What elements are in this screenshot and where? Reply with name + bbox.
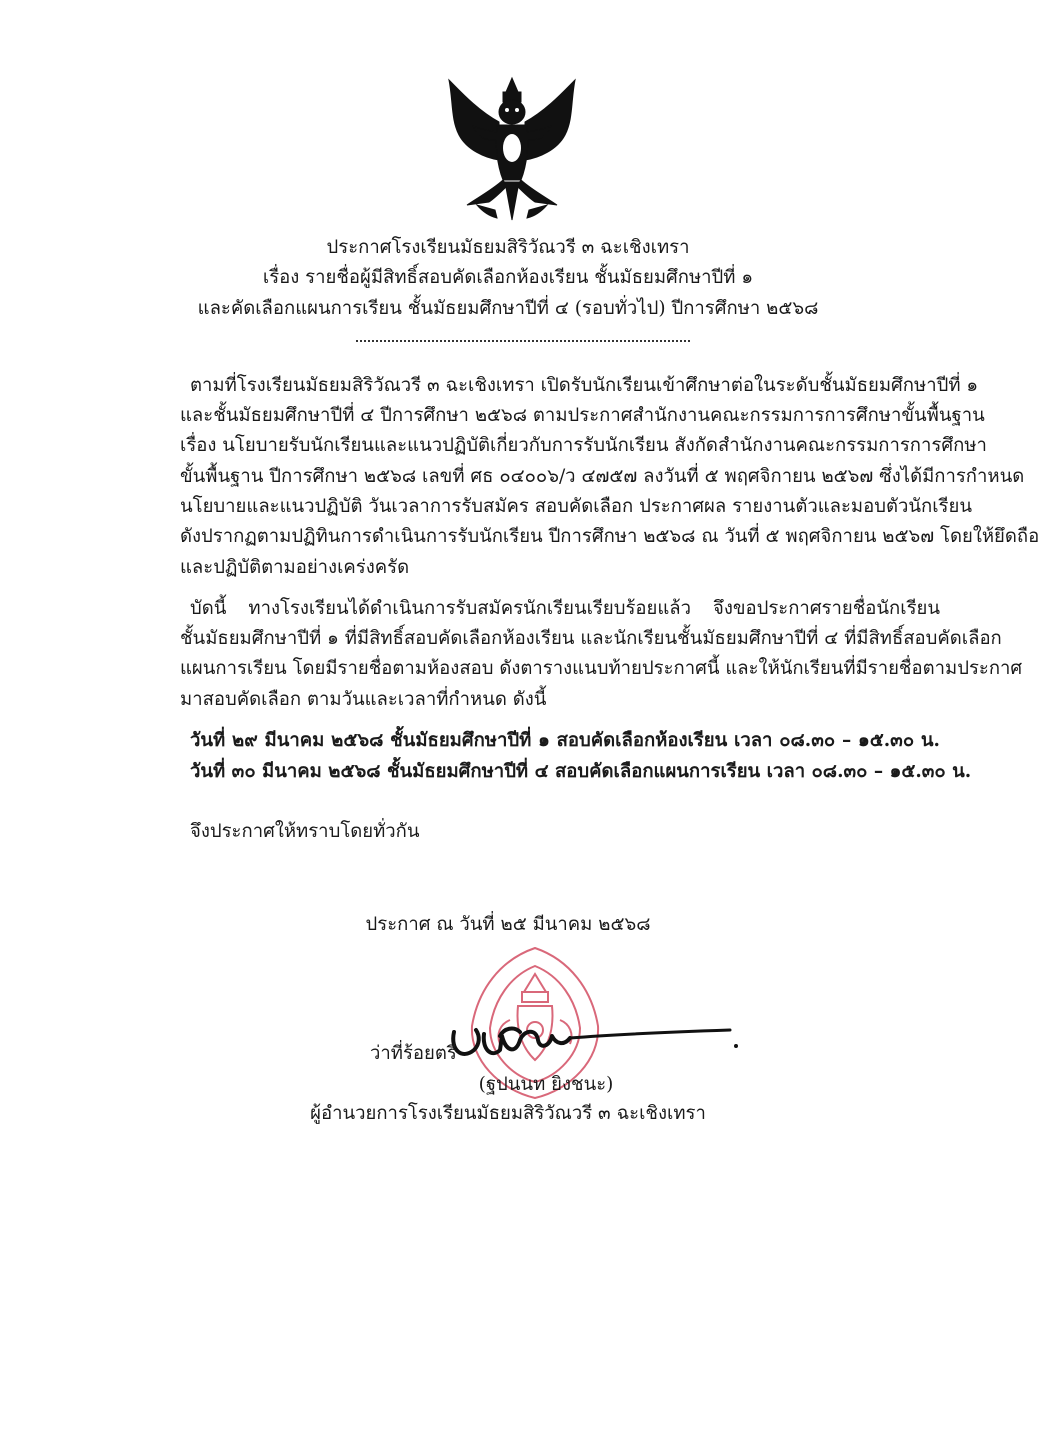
paragraph-1-line: และชั้นมัธยมศึกษาปีที่ ๔ ปีการศึกษา ๒๕๖๘ ตามประกาศสำนักงานคณะกรรมการการศึกษาขั้นพื้นฐาน: [180, 405, 985, 426]
announcement-title: ประกาศโรงเรียนมัธยมสิริวัณวรี ๓ ฉะเชิงเทรา: [326, 237, 690, 258]
announcement-subject-line-1: เรื่อง รายชื่อผู้มีสิทธิ์สอบคัดเลือกห้องเรียน ชั้นมัธยมศึกษาปีที่ ๑: [262, 267, 754, 288]
paragraph-2-line: บัดนี้ ทางโรงเรียนได้ดำเนินการรับสมัครนักเรียนเรียบร้อยแล้ว จึงขอประกาศรายชื่อนักเรียน: [190, 598, 940, 619]
paragraph-1-line: นโยบายและแนวปฏิบัติ วันเวลาการรับสมัคร สอบคัดเลือก ประกาศผล รายงานตัวและมอบตัวนักเรียน: [180, 496, 972, 517]
garuda-emblem-icon: [437, 70, 587, 230]
paragraph-1-line: ตามที่โรงเรียนมัธยมสิริวัณวรี ๓ ฉะเชิงเทรา เปิดรับนักเรียนเข้าศึกษาต่อในระดับชั้นมัธยมศึกษาปีที่ ๑: [190, 375, 979, 396]
paragraph-2-line: ชั้นมัธยมศึกษาปีที่ ๑ ที่มีสิทธิ์สอบคัดเลือกห้องเรียน และนักเรียนชั้นมัธยมศึกษาปีที่ ๔ ที่มีสิทธิ์สอบคัดเลือก: [180, 628, 1002, 649]
announcement-date: ประกาศ ณ วันที่ ๒๕ มีนาคม ๒๕๖๘: [365, 914, 651, 935]
schedule-line-m4: วันที่ ๓๐ มีนาคม ๒๕๖๘ ชั้นมัธยมศึกษาปีที่ ๔ สอบคัดเลือกแผนการเรียน เวลา ๐๘.๓๐ – ๑๕.๓๐ น.: [190, 761, 972, 782]
signatory-name: (ฐปนนท ยิงชนะ): [478, 1074, 614, 1095]
closing-statement: จึงประกาศให้ทราบโดยทั่วกัน: [190, 821, 420, 842]
paragraph-1-line: และปฏิบัติตามอย่างเคร่งครัด: [180, 557, 410, 578]
paragraph-2-line: มาสอบคัดเลือก ตามวันและเวลาที่กำหนด ดังนี้: [180, 689, 547, 710]
paragraph-1-line: เรื่อง นโยบายรับนักเรียนและแนวปฏิบัติเกี่ยวกับการรับนักเรียน สังกัดสำนักงานคณะกรรมการการศึกษา: [180, 435, 987, 456]
signatory-position: ผู้อำนวยการโรงเรียนมัธยมสิริวัณวรี ๓ ฉะเชิงเทรา: [310, 1103, 706, 1124]
paragraph-1-line: ดังปรากฏตามปฏิทินการดำเนินการรับนักเรียน ปีการศึกษา ๒๕๖๘ ณ วันที่ ๕ พฤศจิกายน ๒๕๖๗ โดยให้ยึดถือ: [180, 526, 1040, 547]
paragraph-1-line: ขั้นพื้นฐาน ปีการศึกษา ๒๕๖๘ เลขที่ ศธ ๐๔๐๐๖/ว ๔๗๕๗ ลงวันที่ ๕ พฤศจิกายน ๒๕๖๗ ซึ่งได้มีการกำหนด: [180, 466, 1025, 487]
dotted-divider: [356, 340, 690, 342]
schedule-line-m1: วันที่ ๒๙ มีนาคม ๒๕๖๘ ชั้นมัธยมศึกษาปีที่ ๑ สอบคัดเลือกห้องเรียน เวลา ๐๘.๓๐ – ๑๕.๓๐ น.: [190, 730, 940, 751]
paragraph-2-line: แผนการเรียน โดยมีรายชื่อตามห้องสอบ ดังตารางแนบท้ายประกาศนี้ และให้นักเรียนที่มีรายชื่อตามประกาศ: [180, 658, 1023, 679]
announcement-subject-line-2: และคัดเลือกแผนการเรียน ชั้นมัธยมศึกษาปีที่ ๔ (รอบทั่วไป) ปีการศึกษา ๒๕๖๘: [197, 298, 819, 319]
signatory-rank: ว่าที่ร้อยตรี: [370, 1043, 457, 1064]
